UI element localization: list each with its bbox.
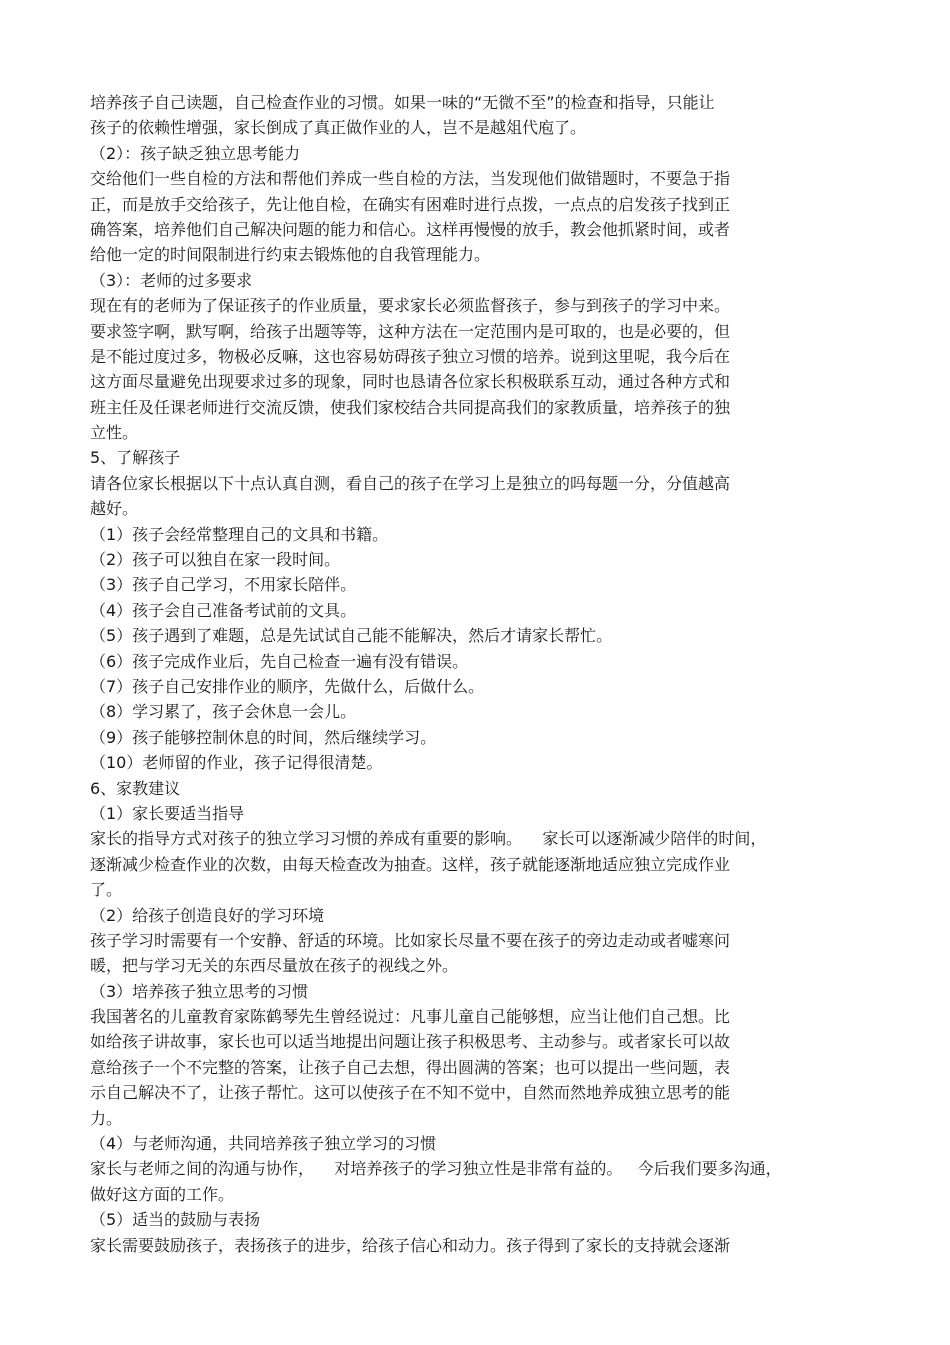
text-line: 家长的指导方式对孩子的独立学习习惯的养成有重要的影响。 家长可以逐渐减少陪伴的时间， [90, 829, 767, 849]
text-line: （7）孩子自己安排作业的顺序，先做什么，后做什么。 [90, 676, 485, 696]
text-line: （9）孩子能够控制休息的时间，然后继续学习。 [90, 727, 437, 747]
text-line: 培养孩子自己读题，自己检查作业的习惯。如果一味的“无微不至”的检查和指导，只能让 [90, 93, 715, 112]
text-line: 如给孩子讲故事，家长也可以适当地提出问题让孩子积极思考、主动参与。或者家长可以故 [90, 1032, 731, 1052]
text-line: （6）孩子完成作业后，先自己检查一遍有没有错误。 [90, 651, 469, 671]
text-line: 给他一定的时间限制进行约束去锻炼他的自我管理能力。 [90, 245, 491, 265]
text-line: （10）老师留的作业，孩子记得很清楚。 [90, 753, 383, 773]
document-body [90, 90, 860, 1258]
text-line: （1）孩子会经常整理自己的文具和书籍。 [90, 524, 389, 544]
text-line: （8）学习累了，孩子会休息一会儿。 [90, 702, 357, 722]
text-line: 这方面尽量避免出现要求过多的现象，同时也恳请各位家长积极联系互动，通过各种方式和 [90, 372, 731, 392]
text-line: 确答案，培养他们自己解决问题的能力和信心。这样再慢慢的放手，教会他抓紧时间，或者 [90, 219, 731, 239]
text-line: （4）与老师沟通，共同培养孩子独立学习的习惯 [90, 1134, 437, 1154]
text-line: （4）孩子会自己准备考试前的文具。 [90, 600, 357, 620]
text-line: 孩子的依赖性增强，家长倒成了真正做作业的人，岂不是越俎代庖了。 [90, 118, 587, 138]
text-line: （1）家长要适当指导 [90, 803, 245, 823]
text-line: 做好这方面的工作。 [90, 1184, 235, 1204]
text-line: （2）给孩子创造良好的学习环境 [90, 905, 325, 925]
text-line: 交给他们一些自检的方法和帮他们养成一些自检的方法，当发现他们做错题时，不要急于指 [90, 169, 731, 189]
text-line: 请各位家长根据以下十点认真自测，看自己的孩子在学习上是独立的吗每题一分，分值越高 [90, 473, 731, 493]
text-line: 暖，把与学习无关的东西尽量放在孩子的视线之外。 [90, 956, 459, 976]
text-line: 现在有的老师为了保证孩子的作业质量，要求家长必须监督孩子，参与到孩子的学习中来。 [90, 296, 731, 316]
text-line: 要求签字啊，默写啊，给孩子出题等等，这种方法在一定范围内是可取的，也是必要的，但 [90, 321, 731, 341]
text-line: 了。 [90, 880, 123, 900]
text-line: 是不能过度过多，物极必反嘛，这也容易妨碍孩子独立习惯的培养。说到这里呢，我今后在 [90, 346, 731, 366]
text-line: 越好。 [90, 499, 139, 519]
text-line: 立性。 [90, 423, 139, 443]
text-line: 6、家教建议 [90, 778, 181, 798]
document-page [90, 90, 860, 1258]
text-line: 5、了解孩子 [90, 448, 181, 468]
text-line: 家长需要鼓励孩子，表扬孩子的进步，给孩子信心和动力。孩子得到了家长的支持就会逐渐 [90, 1235, 731, 1255]
text-line: （3）孩子自己学习，不用家长陪伴。 [90, 575, 357, 595]
text-line: 孩子学习时需要有一个安静、舒适的环境。比如家长尽量不要在孩子的旁边走动或者嘘寒问 [90, 930, 731, 950]
text-line: （3）：老师的过多要求 [90, 270, 253, 290]
text-line: （3）培养孩子独立思考的习惯 [90, 981, 309, 1001]
text-line: 意给孩子一个不完整的答案，让孩子自己去想，得出圆满的答案；也可以提出一些问题，表 [90, 1057, 731, 1077]
text-line: 我国著名的儿童教育家陈鹤琴先生曾经说过：凡事儿童自己能够想，应当让他们自己想。比 [90, 1007, 731, 1027]
text-line: 示自己解决不了，让孩子帮忙。这可以使孩子在不知不觉中，自然而然地养成独立思考的能 [90, 1083, 731, 1103]
text-line: （5）适当的鼓励与表扬 [90, 1210, 261, 1230]
text-line: 家长与老师之间的沟通与协作， 对培养孩子的学习独立性是非常有益的。 今后我们要多沟通， [90, 1159, 782, 1179]
text-line: （2）：孩子缺乏独立思考能力 [90, 143, 301, 163]
text-line: 力。 [90, 1108, 123, 1128]
text-line: （2）孩子可以独自在家一段时间。 [90, 550, 341, 570]
text-line: （5）孩子遇到了难题，总是先试试自己能不能解决，然后才请家长帮忙。 [90, 626, 613, 646]
text-line: 正，而是放手交给孩子，先让他自检，在确实有困难时进行点拨，一点点的启发孩子找到正 [90, 194, 731, 214]
text-line: 班主任及任课老师进行交流反馈，使我们家校结合共同提高我们的家教质量，培养孩子的独 [90, 397, 731, 417]
text-line: 逐渐减少检查作业的次数，由每天检查改为抽查。这样，孩子就能逐渐地适应独立完成作业 [90, 854, 731, 874]
